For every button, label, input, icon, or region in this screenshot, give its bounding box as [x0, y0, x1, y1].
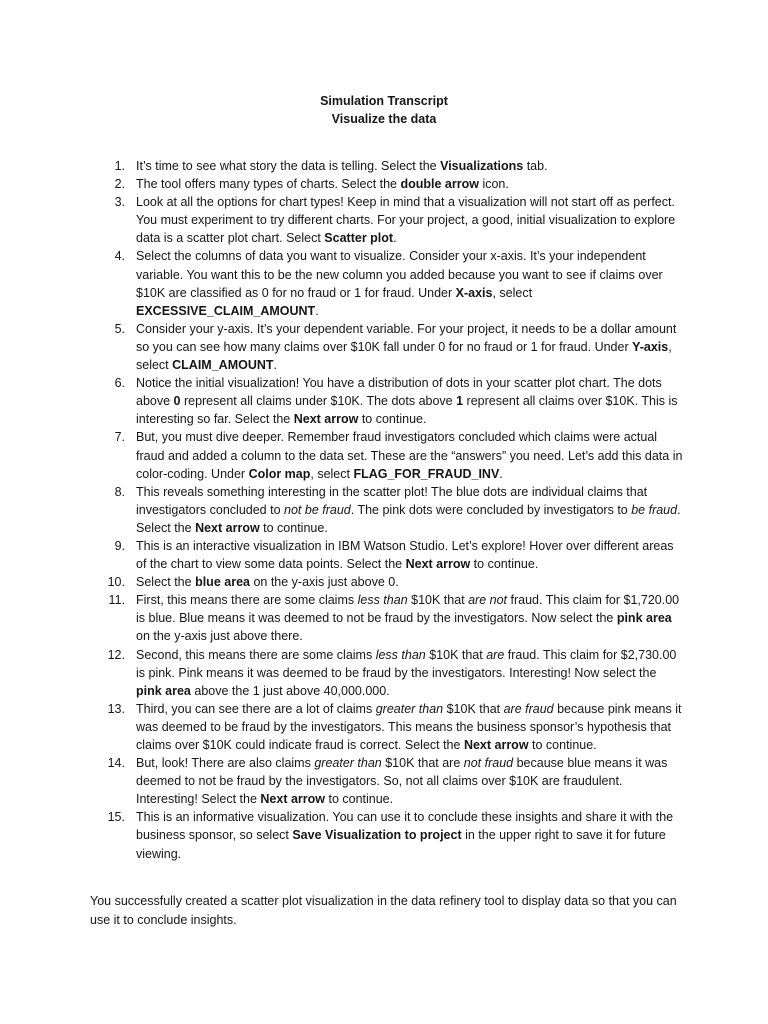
- step-emphasis-bold: pink area: [136, 683, 191, 698]
- step-text: .: [315, 303, 319, 318]
- step-text: to continue.: [470, 557, 539, 572]
- step-text: . The pink dots were concluded by investigators to: [350, 502, 632, 517]
- step-text: to continue.: [528, 738, 597, 752]
- step-emphasis-bold: Next arrow: [293, 412, 359, 427]
- step-emphasis-bold: 0: [173, 394, 181, 409]
- step-text: represent all claims under $10K. The dots above: [180, 394, 457, 409]
- step-text: fraud. This claim for $2,730.00 is pink. Pink means it was deemed to be fraud by the investigators. Interesting! Now select the: [136, 647, 677, 680]
- step-text: above the 1 just above 40,000.000.: [190, 683, 390, 698]
- step-text: .: [273, 358, 278, 373]
- step-emphasis-bold: Y-axis: [632, 339, 669, 354]
- step-emphasis-italic: be fraud: [631, 502, 678, 517]
- step-number: 5.: [114, 321, 125, 336]
- step-number: 1.: [114, 159, 125, 173]
- step-emphasis-bold: Scatter plot: [324, 231, 394, 246]
- step-emphasis-italic: greater than: [314, 756, 382, 771]
- step-emphasis-bold: blue area: [195, 575, 250, 590]
- step-emphasis-italic: less than: [357, 593, 408, 608]
- step-text: This reveals something interesting in the scatter plot! The blue dots are individual claims that investigators concluded to: [136, 484, 648, 517]
- step-text: First, this means there are some claims: [136, 593, 358, 608]
- step-emphasis-bold: Color map: [248, 466, 311, 481]
- step-emphasis-italic: less than: [375, 647, 426, 662]
- step-text: .: [499, 466, 503, 481]
- step-item: [105, 591, 685, 645]
- step-emphasis-italic: greater than: [375, 701, 444, 716]
- step-text: fraud. This claim for $1,720.00 is blue. Blue means it was deemed to not be fraud by the investigators. Now select the: [136, 593, 680, 626]
- step-item: [105, 374, 685, 428]
- step-text: Select the: [136, 575, 196, 590]
- step-text: Notice the initial visualization! You have a distribution of dots in your scatter plot chart. The dots above: [136, 376, 662, 409]
- step-emphasis-bold: Next arrow: [260, 792, 325, 807]
- step-text: The tool offers many types of charts. Select the: [136, 177, 401, 192]
- step-emphasis-bold: CLAIM_AMOUNT: [172, 358, 274, 373]
- step-text: Second, this means there are some claims: [136, 647, 376, 662]
- step-item: [105, 483, 685, 537]
- step-item: [105, 320, 685, 374]
- step-text: because blue means it was deemed to not be fraud by the investigators. So, not all claims over $10K are fraudulent. Interesting! Select the: [136, 756, 668, 807]
- step-text: because pink means it was deemed to be fraud by the investigators. This means the business sponsor’s hypothesis that claims over $10K could indicate fraud is correct. Select the: [136, 701, 682, 752]
- step-emphasis-bold: Visualizations: [440, 159, 524, 173]
- step-text: It’s time to see what story the data is telling. Select the: [136, 159, 441, 173]
- step-emphasis-italic: not be fraud: [284, 502, 351, 517]
- step-text: icon.: [478, 177, 509, 192]
- step-text: represent all claims over $10K. This is interesting so far. Select the: [136, 394, 678, 427]
- step-number: 7.: [114, 430, 125, 445]
- step-number: 12.: [107, 647, 125, 662]
- document-heading: [0, 92, 768, 128]
- step-text: to continue.: [259, 520, 328, 535]
- step-text: tab.: [523, 159, 548, 173]
- step-emphasis-bold: 1: [456, 394, 464, 409]
- step-emphasis-italic: are: [486, 647, 505, 662]
- step-number: 2.: [114, 177, 125, 192]
- step-item: [105, 573, 685, 591]
- step-item: [105, 700, 685, 754]
- step-text: to continue.: [325, 792, 394, 807]
- step-item: [105, 175, 685, 193]
- step-number: 15.: [107, 810, 125, 825]
- step-emphasis-bold: Next arrow: [405, 557, 471, 572]
- step-emphasis-bold: pink area: [616, 611, 672, 626]
- step-number: 6.: [114, 376, 125, 391]
- step-emphasis-italic: not fraud: [463, 756, 514, 771]
- step-text: on the y-axis just above 0.: [249, 575, 399, 590]
- step-text: to continue.: [358, 412, 427, 427]
- step-text: Select the columns of data you want to visualize. Consider your x-axis. It’s your independent variable. You want this to be the new column you added because you want to see if claims over $10K are classified as 0 for no fraud or 1 for fraud. Under: [136, 249, 663, 300]
- step-text: in the upper right to save it for future viewing.: [136, 828, 666, 861]
- step-number: 9.: [114, 538, 125, 553]
- step-text: $10K that: [425, 647, 487, 662]
- step-text: This is an informative visualization. You can use it to conclude these insights and share it with the business sponsor, so select: [136, 810, 674, 843]
- step-emphasis-bold: Next arrow: [195, 520, 260, 535]
- step-text: .: [393, 231, 397, 246]
- step-text: . Select the: [136, 502, 681, 535]
- step-number: 4.: [114, 249, 125, 264]
- step-text: $10K that are: [381, 756, 464, 771]
- step-number: 11.: [108, 593, 125, 608]
- conclusion-paragraph: You successfully created a scatter plot visualization in the data refinery tool to display data so that you can use it to conclude insights.: [90, 894, 677, 927]
- step-text: , select: [310, 466, 354, 481]
- step-emphasis-bold: Save Visualization to project: [292, 828, 462, 843]
- step-text: $10K that: [443, 701, 504, 716]
- step-text: , select: [492, 285, 533, 300]
- step-emphasis-bold: X-axis: [455, 285, 493, 300]
- step-emphasis-italic: are fraud: [503, 701, 554, 716]
- steps-list: [105, 157, 685, 863]
- step-text: But, you must dive deeper. Remember fraud investigators concluded which claims were actual fraud and added a column to the data set. These are the “answers” you need. Let’s add this data in color-coding. Under: [136, 430, 683, 481]
- step-text: Third, you can see there are a lot of claims: [136, 701, 376, 716]
- step-number: 3.: [114, 195, 125, 210]
- step-number: 13.: [107, 701, 125, 716]
- step-number: 8.: [114, 484, 125, 499]
- step-item: [105, 537, 685, 573]
- document-title: Simulation Transcript: [320, 94, 448, 108]
- step-item: [105, 754, 685, 808]
- step-text: This is an interactive visualization in IBM Watson Studio. Let’s explore! Hover over different areas of the chart to view some data points. Select the: [136, 538, 674, 572]
- step-text: $10K that: [407, 593, 469, 608]
- step-number: 10.: [107, 575, 125, 590]
- step-emphasis-bold: Next arrow: [463, 738, 529, 752]
- step-text: , select: [136, 339, 672, 373]
- step-emphasis-bold: EXCESSIVE_CLAIM_AMOUNT: [136, 303, 316, 318]
- step-item: [105, 428, 685, 482]
- step-item: [105, 247, 685, 319]
- step-item: [105, 646, 685, 700]
- step-text: Look at all the options for chart types! Keep in mind that a visualization will not start off as perfect. You must experiment to try different charts. For your project, a good, initial visualization to explore data is a scatter plot chart. Select: [136, 195, 676, 246]
- step-text: But, look! There are also claims: [136, 756, 315, 771]
- step-item: [105, 808, 685, 862]
- step-emphasis-italic: are not: [468, 593, 508, 608]
- step-text: Consider your y-axis. It’s your dependent variable. For your project, it needs to be a dollar amount so you can see how many claims over $10K fall under 0 for no fraud or 1 for fraud. Under: [136, 321, 677, 354]
- step-item: [105, 157, 685, 175]
- step-number: 14.: [107, 756, 125, 771]
- step-emphasis-bold: double arrow: [400, 177, 479, 192]
- step-emphasis-bold: FLAG_FOR_FRAUD_INV: [353, 466, 500, 481]
- step-item: [105, 193, 685, 247]
- document-subtitle: Visualize the data: [331, 112, 437, 126]
- step-text: on the y-axis just above there.: [136, 629, 303, 644]
